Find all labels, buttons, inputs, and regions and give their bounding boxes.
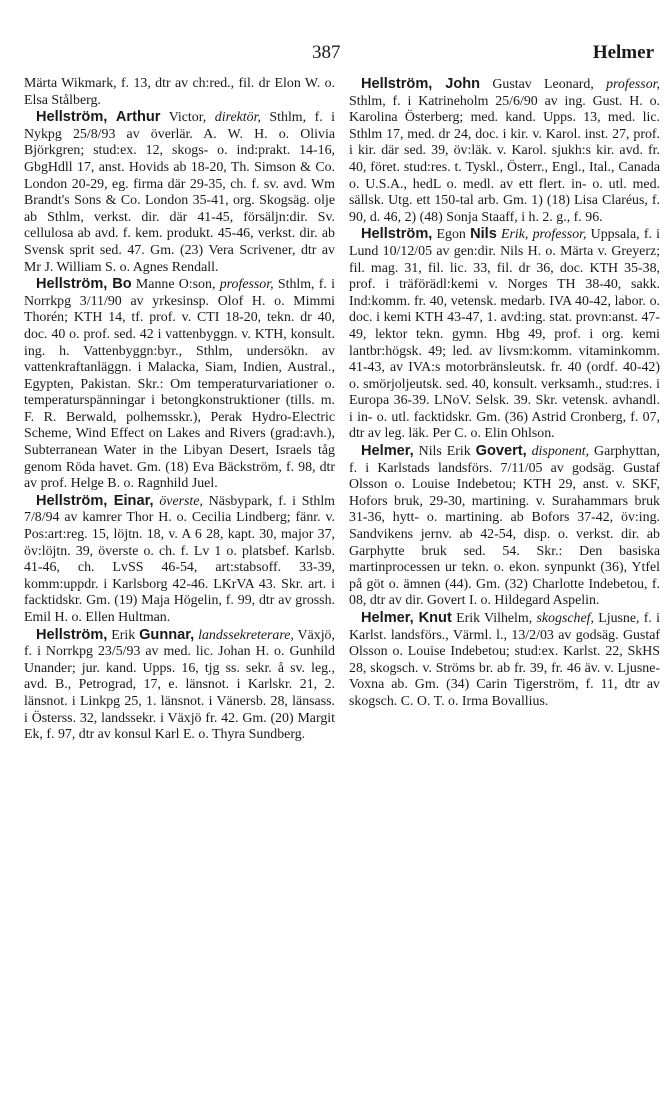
entry-occupation: direktör, (214, 110, 261, 126)
entry-surname: Helmer, (361, 443, 414, 460)
entry-occupation: professor, (219, 277, 274, 293)
entry-called-name: Gunnar, (139, 626, 195, 643)
entry-given-names: Erik (107, 627, 140, 643)
entry-text: Sthlm, f. i Norrkpg 3/11/90 av yrkesinsp. Olof H. o. Mimmi Thorén; KTH 14, tf. prof. v. CTI 18-20, tekn. dr 40, doc. 40 o. prof. sed. 42 i vattenbyggn. v. KTH, konsult. ing. h. Vattenbyggn:byr., Sthlm, undersökn. av vattenkraftanläggn. i Malacka, Siam, Indien, Austral., Egypten, Pakistan. Skr.: Om temperaturvariationer o. temperaturspänningar i betongkonstruktioner (tills. m. F. R. Berwald, polhemsskr.), Perak Hydro-Electric Scheme, Wind Effect on Lakes and Rivers (grad:avh.), Subterranean Water in the Libyan Desert, Israels tåg genom Röda havet. Gm. (18) Eva Bäckström, f. 98, dtr av prof. Helge B. o. Ragnhild Juel. (24, 277, 335, 492)
entry-text: Växjö, f. i Norrkpg 23/5/93 av med. lic. Johan H. o. Gunhild Unander; jur. kand. Upps. 16, tjg ss. sekr. å sv. leg., avd. B., Petrograd, 17, e. länsnot. i Karlskr. 21, 2. länsnot. i Linkpg 25, 1. länsnot. i Vänersb. 28, länsass. i Österss. 32, landssekr. i Växjö fr. 42. Gm. (20) Margit Ek, f. 97, dtr av konsul Karl E. o. Thyra Sundberg. (24, 627, 335, 743)
entry-occupation: skogschef, (536, 611, 594, 626)
entry-occupation: disponent, (526, 444, 590, 460)
entry-text: Sthlm, f. i Katrineholm 25/6/90 av ing. Gust. H. o. Karolina Österberg; med. kand. Upps. 13, med. lic. Sthlm 17, med. dr 24, doc. i kir. v. Karol. inst. 27, prof. i kir. där sed. 39, öv:läk. v. Karol. sjukh:s kir. avd. fr. 40, föret. stud:res. t. Tyskl., Österr., Engl., Ital., Canada o. U.S.A., hedL o. medl. av ett flert. in- o. utl. med. sällsk. Utg. ett 150-tal arb. Gm. 1) (18) Lisa Claréus, f. 90, d. 46, 2) (48) Sonja Staaff, i h. 2. g., f. 96. (349, 93, 660, 225)
entry-surname: Hellström, Bo (36, 276, 132, 293)
biography-columns (24, 76, 660, 744)
entry-occupation: Erik, professor, (496, 227, 587, 243)
entry-occupation: överste, (159, 493, 203, 509)
entry-text: Näsbypark, f. i Sthlm 7/8/94 av kamrer Thor H. o. Cecilia Lindberg; fänr. v. Pos:art:reg. 15, löjtn. 18, v. A 6 28, kapt. 30, major 37, öv:löjtn. 39, överste o. ch. f. Lv 1 o. platsbef. Karlsb. 41-46, ch. LvSS 46-54, art:stabsoff. 33-39, komm:uppdr. i Karlsborg 42-46. LKrVA 43. Skr. art. i facktidskr. Gm. (19) Maja Högelin, f. 99, dtr av grossh. Emil H. o. Ellen Hultman. (24, 493, 335, 625)
biography-entry (24, 493, 335, 627)
entry-called-name: Govert, (475, 443, 527, 460)
entry-text: Sthlm, f. i Nykpg 25/8/93 av överlär. A. W. H. o. Olivia Björkgren; stud:ex. 12, skogs- o. ind:prakt. 14-16, GbgHdll 17, anst. Hovids ab 18-20, Th. Simson & Co. London 20-29, eg. firma där 29-35, ch. f. sv. avd. Wm Brandt's Sons & Co. London 35-41, org. Skogsäg. olje ab Sthlm, verkst. dir. där 41-45, försäljn:dir. Sv. cellulosa ab avd. f. kem. produkt. 45-46, verkst. dir. ab Svensk sprit sed. 47. Gm. (23) Vera Scrivener, dtr av Mr J. William S. o. Agnes Rendall. (24, 110, 336, 275)
right-column (349, 76, 660, 744)
entry-surname: Hellström, Arthur (36, 109, 161, 126)
biography-entry (24, 109, 335, 276)
biography-entry (349, 610, 660, 711)
biography-entry (24, 276, 335, 493)
entry-text: Garphyttan, f. i Karlstads landsförs. 7/11/05 av godsäg. Gustaf Olsson o. Louise Indebetou; KTH 29, anst. v. SKF, Hofors bruk, 29-30, martining. v. Surahammars bruk 31-36, hytt- o. martining. ab Bofors 37-42, öv:ing. Sandvikens jernv. ab 42-54, disp. o. verkst. dir. ab Garphytte bruk sed. 54. Skr.: Den basiska martinprocessen ur tekn. o. ekon. synpunkt (36), Ytfel på göt o. ämnen (44). Gm. (32) Charlotte Indebetou, f. 08, dtr av dir. Govert I. o. Hildegard Aspelin. (349, 444, 660, 609)
entry-surname: Helmer, Knut (361, 610, 452, 626)
biography-entry (24, 76, 335, 109)
entry-text: Uppsala, f. i Lund 10/12/05 av gen:dir. Nils H. o. Märta v. Greyerz; fil. mag. 31, fil. lic. 33, fil. dr 36, doc. KTH 35-38, prof. i träförädl:kemi v. Norges TH 38-40, sakk. Ind:komm. fr. 40, vetensk. medarb. IVA 40-42, labor. o. doc. i kemi KTH 43-47, 1. avd:ing. stat. provn:anst. 47-49, lektor tekn. gymn. Hbg 49, prof. i org. kemi lantbr:högsk. 49; led. av livsm:komm. vitaminkomm. 41-43, av IVA:s motorbränsleutsk. fr. 40 (ordf. 40-42) o. smörjoljeutsk. sed. 40, konsult. verksamh., stud:res. i Europa 36-39. LNoV. Selsk. 39. Skr. vetensk. avhandl. i in- o. utl. facktidskr. Gm. (36) Astrid Cronberg, f. 07, dtr av leg. läk. Per C. o. Elin Ohlson. (349, 227, 660, 442)
entry-surname: Hellström, John (361, 76, 481, 92)
left-column (24, 76, 335, 744)
page-number: 387 (312, 42, 341, 63)
entry-given-names: Nils Erik (413, 444, 476, 460)
biography-entry (349, 443, 660, 610)
biography-entry (24, 627, 335, 744)
entry-text: Ljusne, f. i Karlst. landsförs., Värml. l., 13/2/03 av godsäg. Gustaf Olsson o. Louise Indebetou; stud:ex. Karlst. 22, SkHS 28, skogsch. v. Ströms br. ab fr. 39, fr. 46 äv. v. Ljusne-Voxna ab. Gm. (34) Carin Tigerström, f. 11, dtr av skogsch. C. O. T. o. Irma Bovallius. (349, 611, 661, 709)
entry-given-names: Egon (432, 227, 471, 243)
running-head: Helmer (592, 42, 654, 63)
entry-given-names: Erik Vilhelm, (451, 611, 537, 626)
entry-surname: Hellström, (36, 626, 108, 643)
entry-occupation: landssekreterare, (194, 627, 294, 643)
entry-surname: Hellström, (361, 226, 433, 243)
entry-occupation: professor, (606, 77, 660, 92)
entry-given-names: Victor, (160, 110, 215, 126)
entry-surname: Hellström, Einar, (36, 492, 154, 509)
biography-entry (349, 226, 660, 443)
entry-given-names: Gustav Leonard, (480, 77, 607, 92)
entry-given-names: Manne O:son, (131, 277, 220, 293)
biography-entry (349, 76, 660, 226)
entry-text: Märta Wikmark, f. 13, dtr av ch:red., fil. dr Elon W. o. Elsa Stålberg. (24, 76, 335, 108)
page-header (0, 42, 672, 70)
entry-called-name: Nils (470, 226, 497, 243)
